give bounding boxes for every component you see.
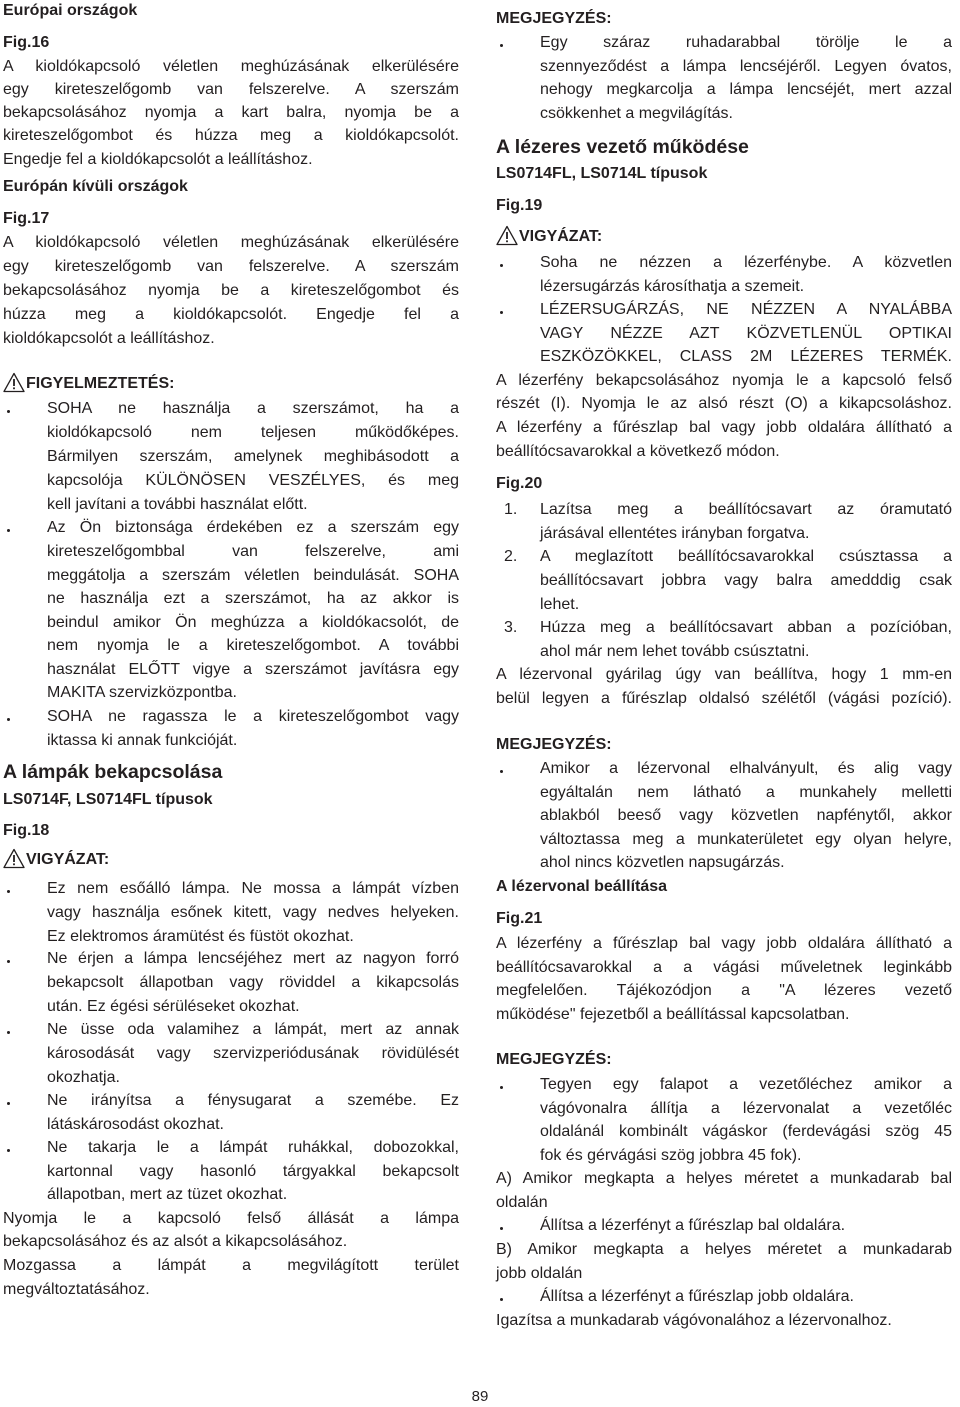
text-line: látáskárosodást okozhat. <box>47 1116 224 1133</box>
warning-triangle-icon <box>3 848 25 868</box>
warning-triangle-icon <box>3 372 25 392</box>
text-line: ahol nincs közvetlen napsugárzás. <box>540 854 785 871</box>
list-number: 1. <box>504 501 518 518</box>
text-line: jobb oldalán <box>496 1265 583 1282</box>
text-line: Ne takarja le a lámpát ruhákkal, dobozokkal, <box>47 1139 459 1156</box>
text-line: szennyeződést a lámpa lencséjéről. Legyen óvatos, <box>540 58 952 75</box>
text-line: Tegyen egy falapot a vezetőléchez amikor a <box>540 1076 952 1093</box>
text-line: Mozgassa a lámpát a megvilágított terület <box>3 1257 459 1274</box>
text-line: oldalán <box>496 1194 548 1211</box>
text-line: B) Amikor megkapta a helyes méretet a munkadarab <box>496 1241 952 1258</box>
section-heading: A lámpák bekapcsolása <box>3 761 223 783</box>
text-line: Soha ne nézzen a lézerfénybe. A közvetlen <box>540 254 952 271</box>
warning-triangle-icon <box>496 225 518 245</box>
text-line: Bármilyen szerszám, amelynek meghibásodott a <box>47 448 459 465</box>
text-line: vagy használja esőnek kitett, vagy nedves helyeken. <box>47 904 459 921</box>
subheading: Fig.19 <box>496 197 543 214</box>
subheading: Európán kívüli országok <box>3 178 188 195</box>
text-line: használat ELŐTT vigye a szerszámot javításra egy <box>47 661 459 678</box>
text-line: kioldókapcsoló nem teljesen működőképes. <box>47 424 459 441</box>
bullet-icon <box>6 1138 12 1158</box>
text-line: után. Ez égési sérüléseket okozhat. <box>47 998 300 1015</box>
text-line: SOHA ne ragassza le a kireteszelőgombot vagy <box>47 708 459 725</box>
text-line: iktassa ki annak funkcióját. <box>47 732 238 749</box>
bullet-icon <box>499 33 505 53</box>
subheading: VIGYÁZAT: <box>26 851 110 868</box>
bullet-icon <box>6 879 12 899</box>
bullet-icon <box>499 1216 505 1236</box>
subheading: Fig.16 <box>3 34 50 51</box>
text-line: nehogy megkarcolja a lámpa lencséjét, mert azzal <box>540 81 952 98</box>
bullet-icon <box>499 1075 505 1095</box>
text-line: vágóvonalra állítja a lézervonalat a vezetőléc <box>540 1100 952 1117</box>
text-line: A kioldókapcsoló véletlen meghúzásának elkerülésére <box>3 58 459 75</box>
bullet-icon <box>6 949 12 969</box>
text-line: Igazítsa a munkadarab vágóvonalához a lézervonalhoz. <box>496 1312 892 1329</box>
bullet-icon <box>6 1091 12 1111</box>
text-line: Ne érjen a lámpa lencséjéhez mert az nagyon forró <box>47 950 459 967</box>
text-line: ESZKÖZÖKKEL, CLASS 2M LÉZERES TERMÉK. <box>540 348 952 365</box>
bullet-icon <box>6 1020 12 1040</box>
text-line: kell javítani a további használat előtt. <box>47 496 308 513</box>
text-line: SOHA ne használja a szerszámot, ha a <box>47 400 459 417</box>
text-line: Ne üsse oda valamihez a lámpát, mert az annak <box>47 1021 459 1038</box>
text-line: fok és gérvágási szög jobbra 45 fok). <box>540 1147 802 1164</box>
subheading: VIGYÁZAT: <box>519 228 603 245</box>
text-line: kireteszelőgombot és húzza meg a kioldókapcsolót. <box>3 127 459 144</box>
text-line: A kioldókapcsoló véletlen meghúzásának elkerülésére <box>3 234 459 251</box>
text-line: lehet. <box>540 596 580 613</box>
subheading: FIGYELMEZTETÉS: <box>26 375 175 392</box>
text-line: A) Amikor megkapta a helyes méretet a munkadarab bal <box>496 1170 952 1187</box>
text-line: károsodását vagy szervizperiódusának rövidülését <box>47 1045 459 1062</box>
text-line: oldalánál kombinált vágáskor (ferdevágási szög 45 <box>540 1123 952 1140</box>
text-line: Egy száraz ruhadarabbal törölje le a <box>540 34 952 51</box>
subheading: Európai országok <box>3 2 138 19</box>
text-line: meggátolja a szerszám véletlen beindulását. SOHA <box>47 567 459 584</box>
text-line: csökkenhet a megvilágítás. <box>540 105 733 122</box>
subheading: Fig.20 <box>496 475 543 492</box>
bullet-icon <box>499 1287 505 1307</box>
text-line: ahol már nem lehet tovább csúsztatni. <box>540 643 810 660</box>
text-line: Ez nem esőálló lámpa. Ne mossa a lámpát vízben <box>47 880 459 897</box>
bullet-icon <box>6 707 12 727</box>
text-line: egy kireteszelőgomb van felszerelve. A szerszám <box>3 258 459 275</box>
bullet-icon <box>499 759 505 779</box>
text-line: egyáltalán nem látható a munkahely melletti <box>540 784 952 801</box>
text-line: egy kireteszelőgomb van felszerelve. A szerszám <box>3 81 459 98</box>
text-line: A lézerfény a fűrészlap bal vagy jobb oldalára állítható a <box>496 935 952 952</box>
text-line: kioldókapcsolót a leállításhoz. <box>3 330 215 347</box>
text-line: MAKITA szervizközpontba. <box>47 684 237 701</box>
text-line: A lézervonal gyárilag úgy van beállítva, hogy 1 mm-en <box>496 666 952 683</box>
text-line: Állítsa a lézerfényt a fűrészlap jobb oldalára. <box>540 1288 854 1305</box>
text-line: bekapcsolásához nyomja a kart balra, nyomja be a <box>3 104 459 121</box>
text-line: Az Ön biztonsága érdekében ez a szerszám egy <box>47 519 459 536</box>
text-line: nem nyomja le a kireteszelőgombot. A további <box>47 637 459 654</box>
text-line: bekapcsolásához és az alsót a kikapcsolásához. <box>3 1233 348 1250</box>
list-number: 2. <box>504 548 518 565</box>
subheading: MEGJEGYZÉS: <box>496 1051 612 1068</box>
text-line: Húzza meg a beállítócsavart abban a pozícióban, <box>540 619 952 636</box>
section-heading: A lézeres vezető működése <box>496 136 749 158</box>
text-line: belül legyen a fűrészlap oldalsó szélétől (vágási pozíció). <box>496 690 952 707</box>
text-line: részét (I). Nyomja le az alsó részt (O) a kikapcsoláshoz. <box>496 395 952 412</box>
bullet-icon <box>499 300 505 320</box>
text-line: működése" fejezetből a beállítással kapcsolatban. <box>496 1006 850 1023</box>
text-line: kartonnal vagy hasonló tárgyakkal bekapcsolt <box>47 1163 459 1180</box>
page-number: 89 <box>471 1388 489 1405</box>
text-line: Engedje fel a kioldókapcsolót a leállításhoz. <box>3 151 313 168</box>
subheading: A lézervonal beállítása <box>496 878 668 895</box>
text-line: VAGY NÉZZE AZT KÖZVETLENÜL OPTIKAI <box>540 325 952 342</box>
text-line: LÉZERSUGÁRZÁS, NE NÉZZEN A NYALÁBBA <box>540 301 952 318</box>
text-line: Nyomja le a kapcsoló felső állását a lámpa <box>3 1210 459 1227</box>
text-line: beállítócsavarokkal a a vágási műveletnek leginkább <box>496 959 952 976</box>
subheading: MEGJEGYZÉS: <box>496 736 612 753</box>
text-line: bekapcsolt állapotban vagy röviddel a kikapcsolás <box>47 974 459 991</box>
subheading: LS0714FL, LS0714L típusok <box>496 165 708 182</box>
text-line: A lézerfény bekapcsolásához nyomja le a kapcsoló felső <box>496 372 952 389</box>
text-line: Állítsa a lézerfényt a fűrészlap bal oldalára. <box>540 1217 846 1234</box>
text-line: beállítócsavart jobbra vagy balra amedddig csak <box>540 572 952 589</box>
list-number: 3. <box>504 619 518 636</box>
text-line: megváltoztatásához. <box>3 1281 150 1298</box>
bullet-icon <box>6 399 12 419</box>
bullet-icon <box>499 253 505 273</box>
text-line: Lazítsa meg a beállítócsavart az óramutató <box>540 501 952 518</box>
subheading: MEGJEGYZÉS: <box>496 10 612 27</box>
text-line: változtassa meg a munkaterületet egy olyan helyre, <box>540 831 952 848</box>
text-line: ne használja ezt a szerszámot, ha az akkor is <box>47 590 459 607</box>
text-line: lézersugárzás károsíthatja a szemeit. <box>540 278 805 295</box>
text-line: megfelelően. Tájékozódjon a "A lézeres vezető <box>496 982 952 999</box>
text-line: kapcsolója KÜLÖNÖSEN VESZÉLYES, és meg <box>47 472 459 489</box>
subheading: Fig.17 <box>3 210 50 227</box>
text-line: beállítócsavarokkal a következő módon. <box>496 443 780 460</box>
bullet-icon <box>6 518 12 538</box>
text-line: kireteszelőgombbal van felszerelve, ami <box>47 543 459 560</box>
subheading: Fig.21 <box>496 910 543 927</box>
text-line: húzza meg a kioldókapcsolót. Engedje fel a <box>3 306 459 323</box>
text-line: állapotban, mert az tüzet okozhat. <box>47 1186 288 1203</box>
text-line: Ne irányítsa a fénysugarat a szemébe. Ez <box>47 1092 459 1109</box>
text-line: okozhatja. <box>47 1069 120 1086</box>
text-line: bekapcsolásához nyomja be a kireteszelőgombot és <box>3 282 459 299</box>
subheading: LS0714F, LS0714FL típusok <box>3 791 213 808</box>
text-line: járásával ellentétes irányban forgatva. <box>540 525 810 542</box>
text-line: Amikor a lézervonal elhalványult, és alig vagy <box>540 760 952 777</box>
text-line: A lézerfény a fűrészlap bal vagy jobb oldalára állítható a <box>496 419 952 436</box>
text-line: A meglazított beállítócsavarokkal csúsztassa a <box>540 548 952 565</box>
subheading: Fig.18 <box>3 822 50 839</box>
text-line: ablakból beeső vagy közvetlen napfénytől, akkor <box>540 807 952 824</box>
text-line: Ez elektromos áramütést és füstöt okozhat. <box>47 928 354 945</box>
text-line: beindul amikor Ön meghúzza a kioldókacsolót, de <box>47 614 459 631</box>
